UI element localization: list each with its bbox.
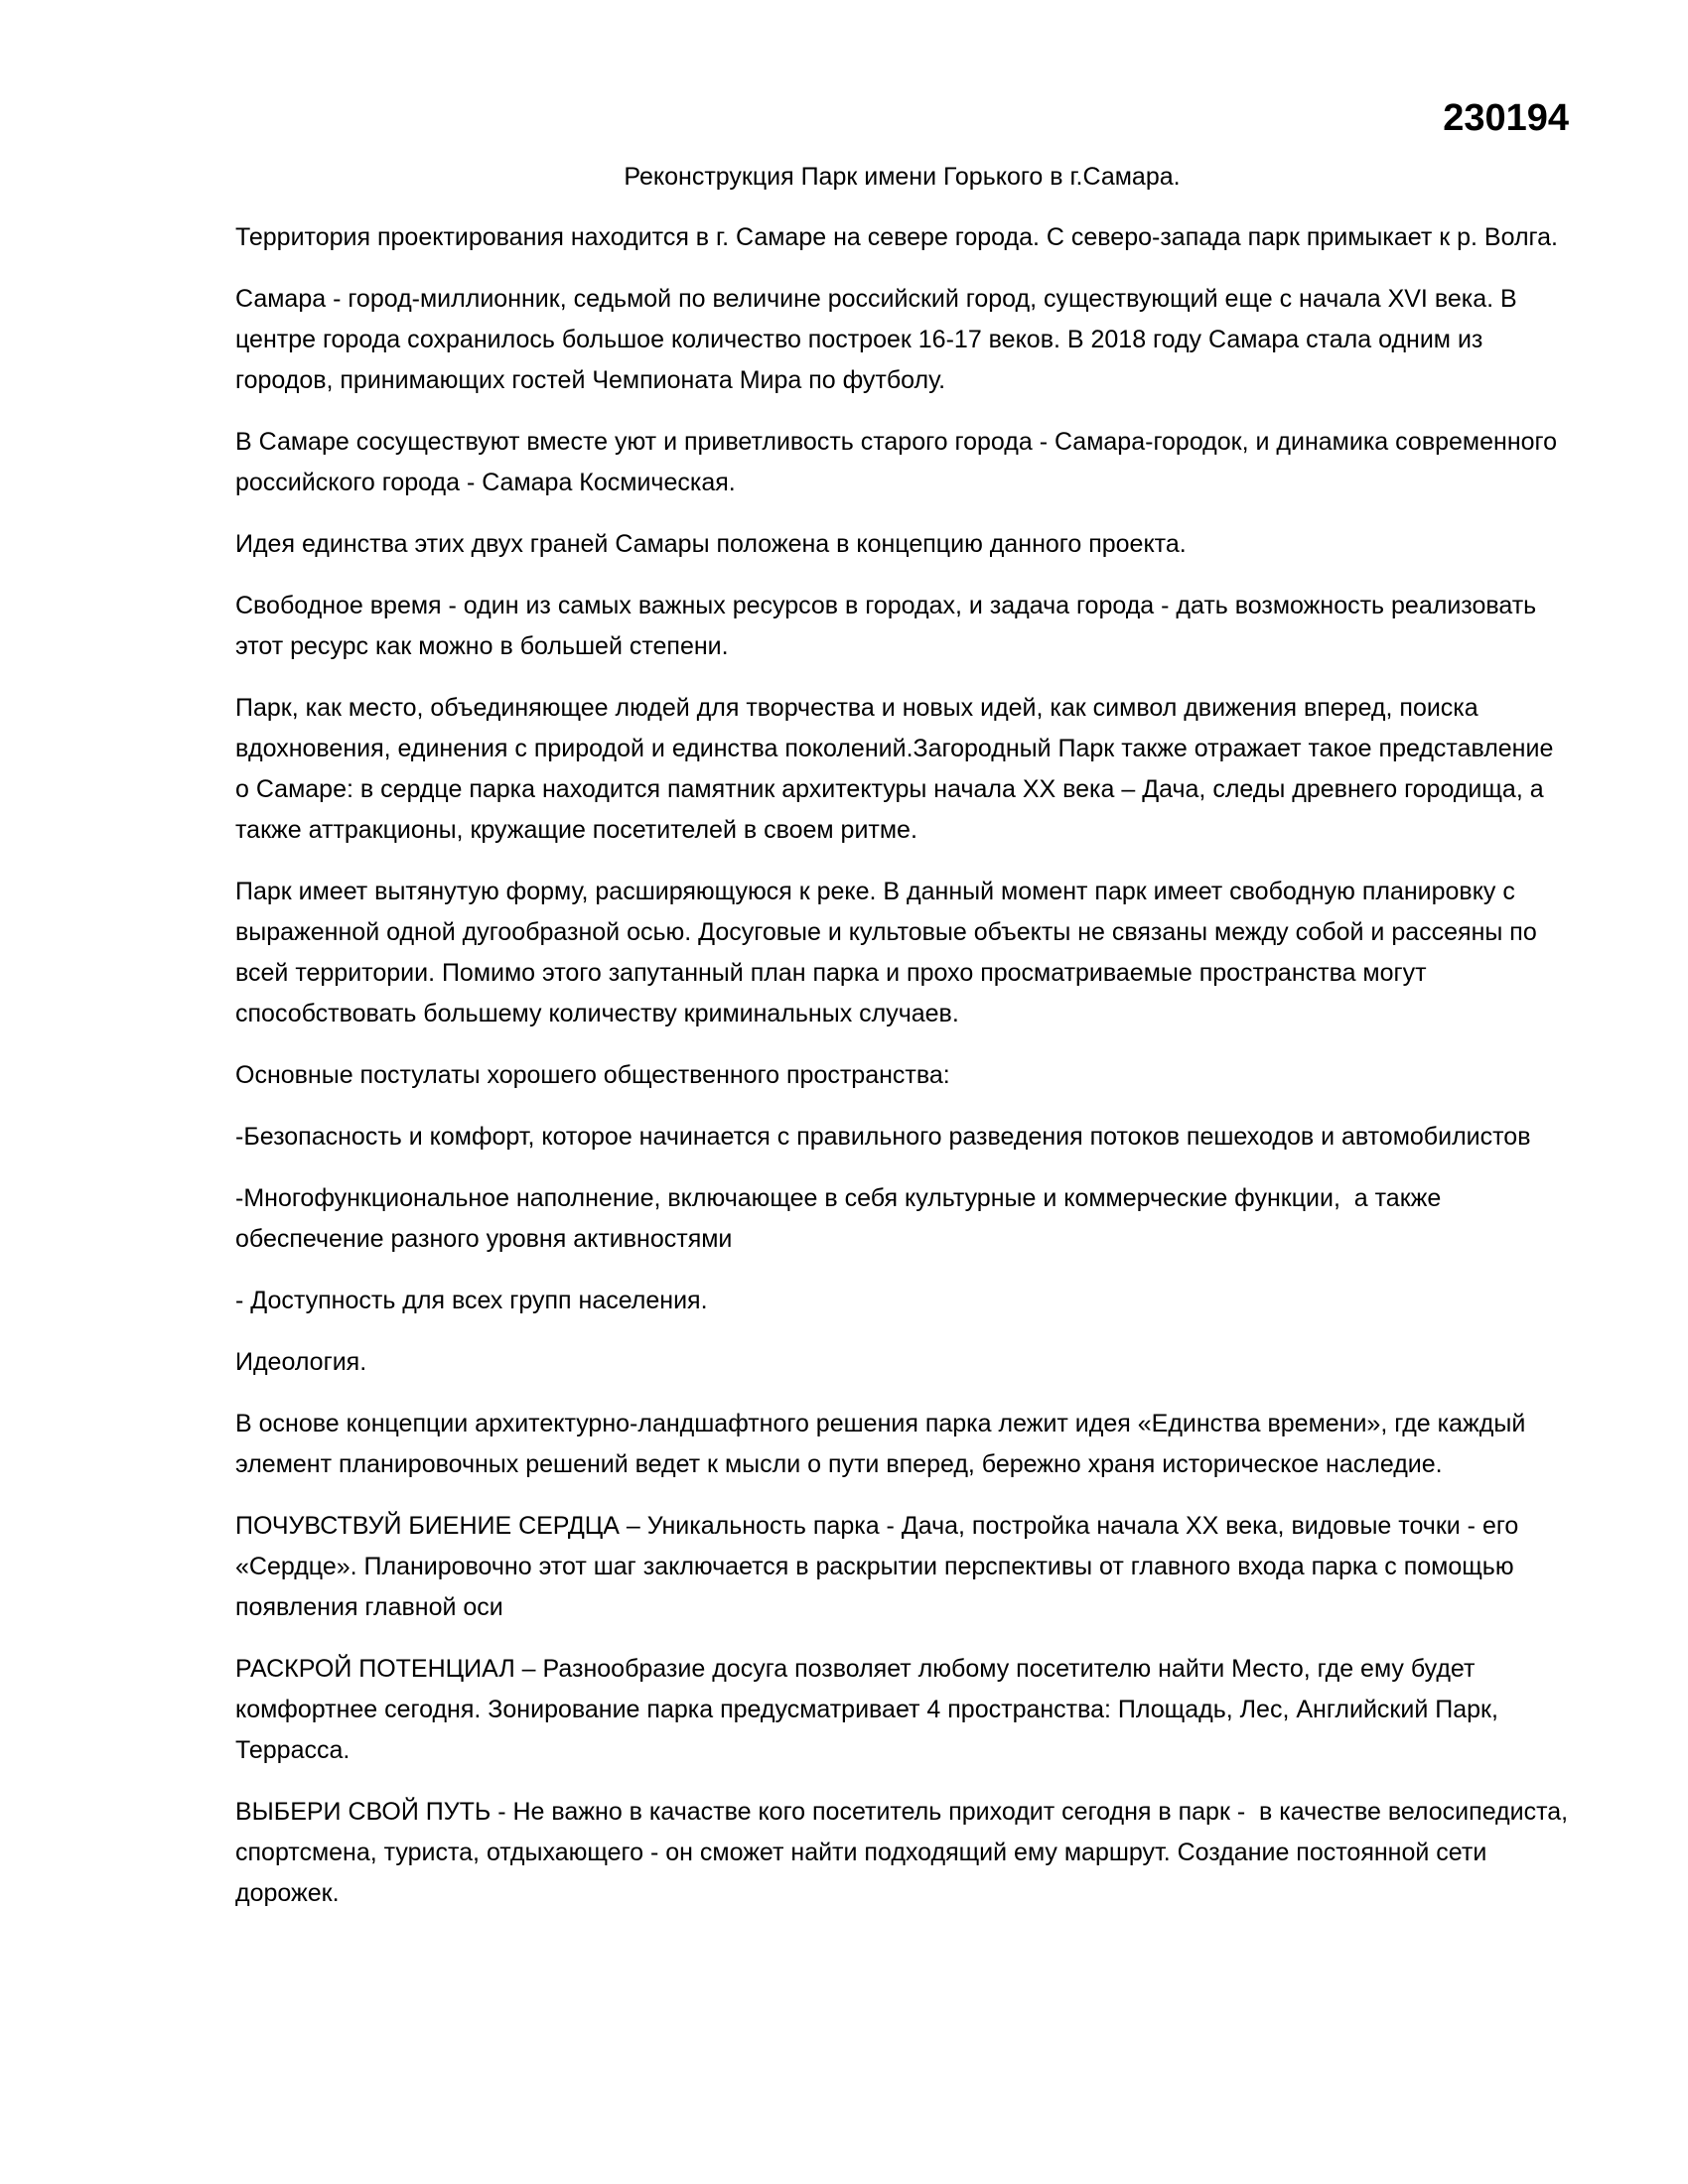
paragraph: Территория проектирования находится в г. Самаре на севере города. С северо-запада парк примыкает к р. Волга.: [235, 223, 1558, 251]
document-id-number: 230194: [1443, 97, 1569, 139]
paragraph: ВЫБЕРИ СВОЙ ПУТЬ - Не важно в качастве кого посетитель приходит сегодня в парк - в качестве велосипедиста, спортсмена, туриста, отдыхающего - он сможет найти подходящий ему маршрут. Создание постоянной сети дорожек.: [235, 1798, 1576, 1907]
document-title: Реконструкция Парк имени Горького в г.Самара.: [624, 163, 1181, 191]
paragraph: Парк имеет вытянутую форму, расширяющуюся к реке. В данный момент парк имеет свободную планировку с выраженной одной дугообразной осью. Досуговые и культовые объекты не связаны между собой и рассеяны по всей территории. Помимо этого запутанный план парка и прохо просматриваемые пространства могут способствовать большему количеству криминальных случаев.: [235, 878, 1544, 1027]
paragraph: ПОЧУВСТВУЙ БИЕНИЕ СЕРДЦА – Уникальность парка - Дача, постройка начала XX века, видовые точки - его «Сердце». Планировочно этот шаг заключается в раскрытии перспективы от главного входа парка с помощью появления главной оси: [235, 1512, 1526, 1621]
paragraph: Свободное время - один из самых важных ресурсов в городах, и задача города - дать возможность реализовать этот ресурс как можно в большей степени.: [235, 592, 1544, 660]
paragraph: Идея единства этих двух граней Самары положена в концепцию данного проекта.: [235, 530, 1187, 558]
paragraph: В Самаре сосуществуют вместе уют и приветливость старого города - Самара-городок, и динамика современного российского города - Самара Космическая.: [235, 428, 1564, 496]
paragraph: Парк, как место, объединяющее людей для творчества и новых идей, как символ движения вперед, поиска вдохновения, единения с природой и единства поколений.Загородный Парк также отражает такое представление о Самаре: в сердце парка находится памятник архитектуры начала XX века – Дача, следы древнего городища, а также аттракционы, кружащие посетителей в своем ритме.: [235, 694, 1561, 844]
paragraph: В основе концепции архитектурно-ландшафтного решения парка лежит идея «Единства времени», где каждый элемент планировочных решений ведет к мысли о пути вперед, бережно храня историческое наследие.: [235, 1410, 1533, 1478]
paragraph: -Многофункциональное наполнение, включающее в себя культурные и коммерческие функции, а также обеспечение разного уровня активностями: [235, 1184, 1449, 1253]
paragraph: РАСКРОЙ ПОТЕНЦИАЛ – Разнообразие досуга позволяет любому посетителю найти Место, где ему будет комфортнее сегодня. Зонирование парка предусматривает 4 пространства: Площадь, Лес, Английский Парк, Террасса.: [235, 1655, 1505, 1764]
paragraph: Самара - город-миллионник, седьмой по величине российский город, существующий еще с начала XVI века. В центре города сохранилось большое количество построек 16-17 веков. В 2018 году Самара стала одним из городов, принимающих гостей Чемпионата Мира по футболу.: [235, 285, 1524, 394]
paragraph: -Безопасность и комфорт, которое начинается с правильного разведения потоков пешеходов и автомобилистов: [235, 1123, 1531, 1151]
document-content: [235, 157, 1576, 1935]
paragraph: Идеология.: [235, 1348, 367, 1376]
paragraph: Основные постулаты хорошего общественного пространства:: [235, 1061, 950, 1089]
paragraph: - Доступность для всех групп населения.: [235, 1287, 708, 1314]
